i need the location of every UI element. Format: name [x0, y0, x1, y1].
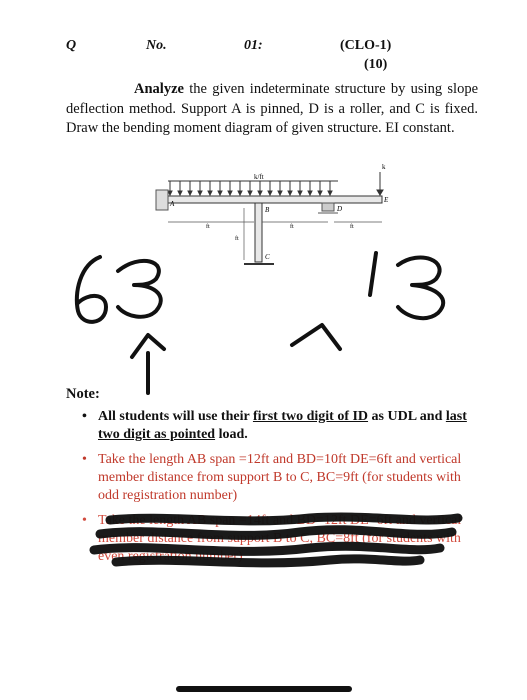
note-title: Note: [66, 386, 100, 402]
load-arrow-head [268, 191, 272, 195]
note-item1-suffix: load. [218, 427, 248, 442]
handwriting [60, 245, 480, 395]
label-b: B [265, 206, 270, 214]
handwritten-digit-6 [77, 257, 106, 322]
question-lead: Analyze [134, 81, 184, 97]
load-arrow-head [298, 191, 302, 195]
note-item-udl [80, 408, 480, 444]
dim-bd: ft [290, 224, 294, 230]
load-arrow-head [178, 191, 182, 195]
handwritten-arrow-right [292, 325, 340, 349]
load-arrow-head [188, 191, 192, 195]
number-label: No. [146, 38, 167, 53]
load-arrow-head [228, 191, 232, 195]
load-arrow-head [318, 191, 322, 195]
point-load-arrow [377, 172, 383, 195]
clo-label: (CLO-1) [340, 38, 392, 53]
load-arrow-head [308, 191, 312, 195]
point-load-label: k [382, 163, 386, 171]
load-arrow-head [288, 191, 292, 195]
redaction-scribble [80, 512, 480, 568]
note-item1-underline-2: last two digit as pointed [98, 409, 467, 442]
number-value: 01: [244, 38, 263, 53]
question-text [66, 80, 478, 139]
load-arrow-head [248, 191, 252, 195]
load-arrow-head [218, 191, 222, 195]
handwritten-digit-1 [370, 253, 376, 295]
load-arrow-head [258, 191, 262, 195]
dim-bc: ft [235, 236, 239, 242]
load-arrow-head [208, 191, 212, 195]
note-item-odd: • Take the length AB span =12ft and BD=10ft DE=6ft and vertical member distance from support B to C, BC=9ft (for students with odd registration number) [80, 451, 480, 505]
note-item1-mid: as UDL and [371, 409, 443, 424]
note-list [80, 408, 480, 575]
marks-label: (10) [364, 57, 388, 72]
load-label: k/ft [254, 173, 264, 181]
beam [168, 196, 382, 203]
support-a [156, 190, 168, 210]
handwritten-digit-3b [398, 258, 443, 319]
note-item1-prefix: All students will use their [98, 409, 250, 424]
note-item-even [80, 512, 480, 568]
distributed-load [168, 181, 338, 195]
load-arrow-head [238, 191, 242, 195]
load-arrow-head [328, 191, 332, 195]
load-arrow-head [168, 191, 172, 195]
label-d: D [337, 205, 343, 213]
label-a: A [170, 200, 175, 208]
load-arrow-head [198, 191, 202, 195]
dim-ab: ft [206, 224, 210, 230]
load-arrow-head [278, 191, 282, 195]
note-item1-underline-1: first two digit of ID [252, 409, 369, 424]
label-e: E [384, 196, 389, 204]
question-label: Q [66, 38, 77, 53]
handwritten-digit-3 [118, 261, 161, 317]
question-body: the given indeterminate structure by using slope deflection method. Support A is pinned, D is a roller, and C is fixed. Draw the bending moment diagram of given structure. EI constant. [66, 81, 478, 136]
support-d [318, 203, 338, 213]
handwritten-arrow-left [132, 335, 164, 393]
home-indicator [176, 686, 352, 692]
note-item3-text: Take the length AB span =14ft and BD=12ft DE=6ft and vertical member distance from support B to C, BC=8ft (for students with even registration number) [98, 513, 462, 564]
dim-de: ft [350, 224, 354, 230]
label-c: C [265, 253, 270, 261]
